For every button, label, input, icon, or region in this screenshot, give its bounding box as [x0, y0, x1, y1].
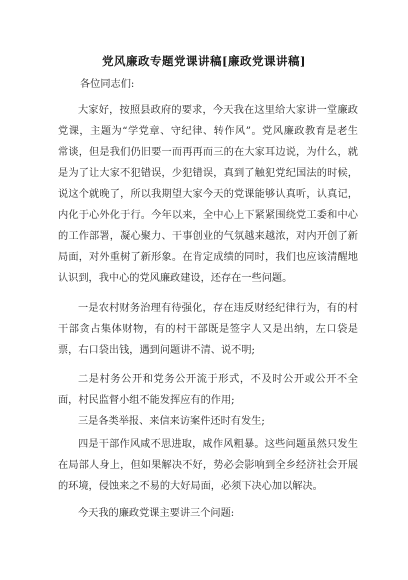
paragraph-line: 大家好，按照县政府的要求，今天我在这里给大家讲一堂廉政: [78, 105, 358, 116]
paragraph-line: 票，右口袋出钱，遇到问题讲不清、说不明;: [58, 345, 255, 356]
page-title: 党风廉政专题党课讲稿[廉政党课讲稿]: [102, 54, 306, 68]
paragraph-line: 内化于心外化于行。今年以来，全中心上下紧紧围绕党工委和中心: [58, 210, 358, 221]
paragraph-line: 二是村务公开和党务公开流于形式，不及时公开或公开不全: [78, 374, 358, 385]
paragraph-line: 常谈，但是我们仍旧要一而再再而三的在大家耳边说，为什么，就: [58, 147, 358, 158]
paragraph-line: 在局部人身上，但如果解决不好，势必会影响到全乡经济社会开展: [58, 460, 358, 471]
paragraph-line: 三是各类举报、来信来访案件还时有发生;: [78, 416, 265, 427]
paragraph-line: 的工作部署，凝心聚力、干事创业的气氛越来越浓，对内开创了新: [58, 231, 358, 242]
paragraph-line: 局面，对外重树了新形象。在肯定成绩的同时，我们也应该清醒地: [58, 252, 358, 263]
paragraph-line: 的环境，侵蚀来之不易的大好局面，必须下决心加以解决。: [58, 481, 323, 492]
paragraph-line: 四是干部作风咸不思进取，咸作风粗暴。这些问题虽然只发生: [78, 439, 358, 450]
paragraph-line: 认识到，我中心的党风廉政建设，还存在一些问题。: [58, 273, 293, 284]
paragraph-line: 党课，主题为“学党章、守纪律、转作风”。党风廉政教育是老生: [58, 126, 358, 137]
paragraph-line: 干部贪占集体财物，有的村干部既是签字人又是出纳，左口袋是: [58, 324, 358, 335]
paragraph-line: 是为了让大家不犯错误，少犯错误，真到了触犯党纪国法的时候，: [58, 168, 358, 179]
paragraph-line: 说这个就晚了，所以我期望大家今天的党课能够认真听，认真记，: [58, 189, 358, 200]
paragraph-line: 面，村民监督小组不能发挥应有的作用;: [58, 395, 235, 406]
paragraph-line: 今天我的廉政党课主要讲三个问题:: [78, 508, 235, 519]
greeting: 各位同志们:: [80, 79, 135, 90]
paragraph-line: 一是农村财务治理有待强化，存在违反财经纪律行为，有的村: [78, 303, 358, 314]
